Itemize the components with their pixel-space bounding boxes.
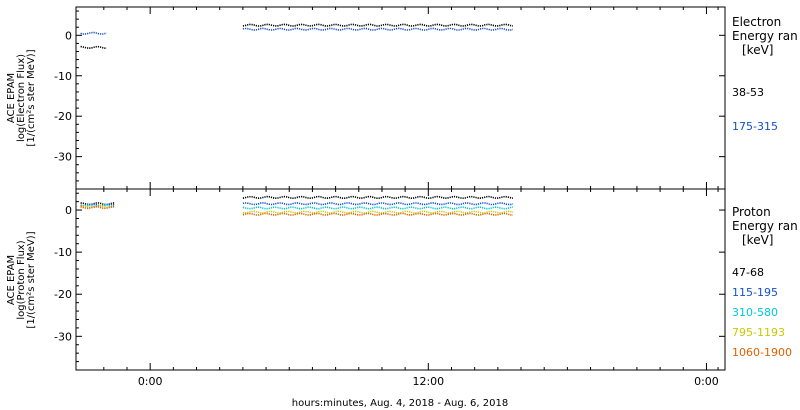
proton-legend-title-1: Proton (732, 205, 771, 219)
x-tick-label: 12:00 (412, 375, 445, 388)
electron-ylabel-line-1: ACE EPAM (6, 72, 17, 124)
y-tick-label: -10 (54, 246, 72, 260)
y-tick-label: -30 (54, 150, 72, 164)
y-tick-label: -20 (54, 288, 72, 302)
legend-entry-310-580: 310-580 (732, 306, 778, 319)
electron-legend-title-2: Energy ran (732, 29, 798, 43)
y-tick-label: 0 (65, 204, 72, 218)
x-tick-label: 0:00 (694, 375, 719, 388)
x-axis-label: hours:minutes, Aug. 4, 2018 - Aug. 6, 2018 (291, 398, 509, 409)
electron-ylabel-line-3: [1/(cm²s ster MeV)] (26, 49, 37, 147)
legend-entry-38-53: 38-53 (732, 86, 764, 99)
proton-ylabel-line-1: ACE EPAM (6, 254, 17, 306)
y-tick-label: -10 (54, 69, 72, 83)
legend-entry-47-68: 47-68 (732, 266, 764, 279)
electron-legend-title-1: Electron (732, 15, 782, 29)
x-tick-label: 0:00 (137, 375, 163, 388)
electron-legend-title-3: [keV] (742, 43, 774, 57)
y-tick-label: -30 (54, 330, 72, 344)
electron-ylabel-line-2: log(Electron Flux) (16, 53, 27, 143)
legend-entry-115-195: 115-195 (732, 286, 778, 299)
y-tick-label: -20 (54, 110, 72, 124)
proton-ylabel-line-2: log(Proton Flux) (16, 240, 27, 320)
proton-legend-title-3: [keV] (742, 233, 774, 247)
proton-ylabel-line-3: [1/(cm²s ster MeV)] (26, 231, 37, 329)
legend-entry-795-1193: 795-1193 (732, 326, 785, 339)
legend-entry-175-315: 175-315 (732, 120, 778, 133)
legend-entry-1060-1900: 1060-1900 (732, 346, 792, 359)
y-tick-label: 0 (65, 29, 72, 43)
proton-legend-title-2: Energy ran (732, 219, 798, 233)
